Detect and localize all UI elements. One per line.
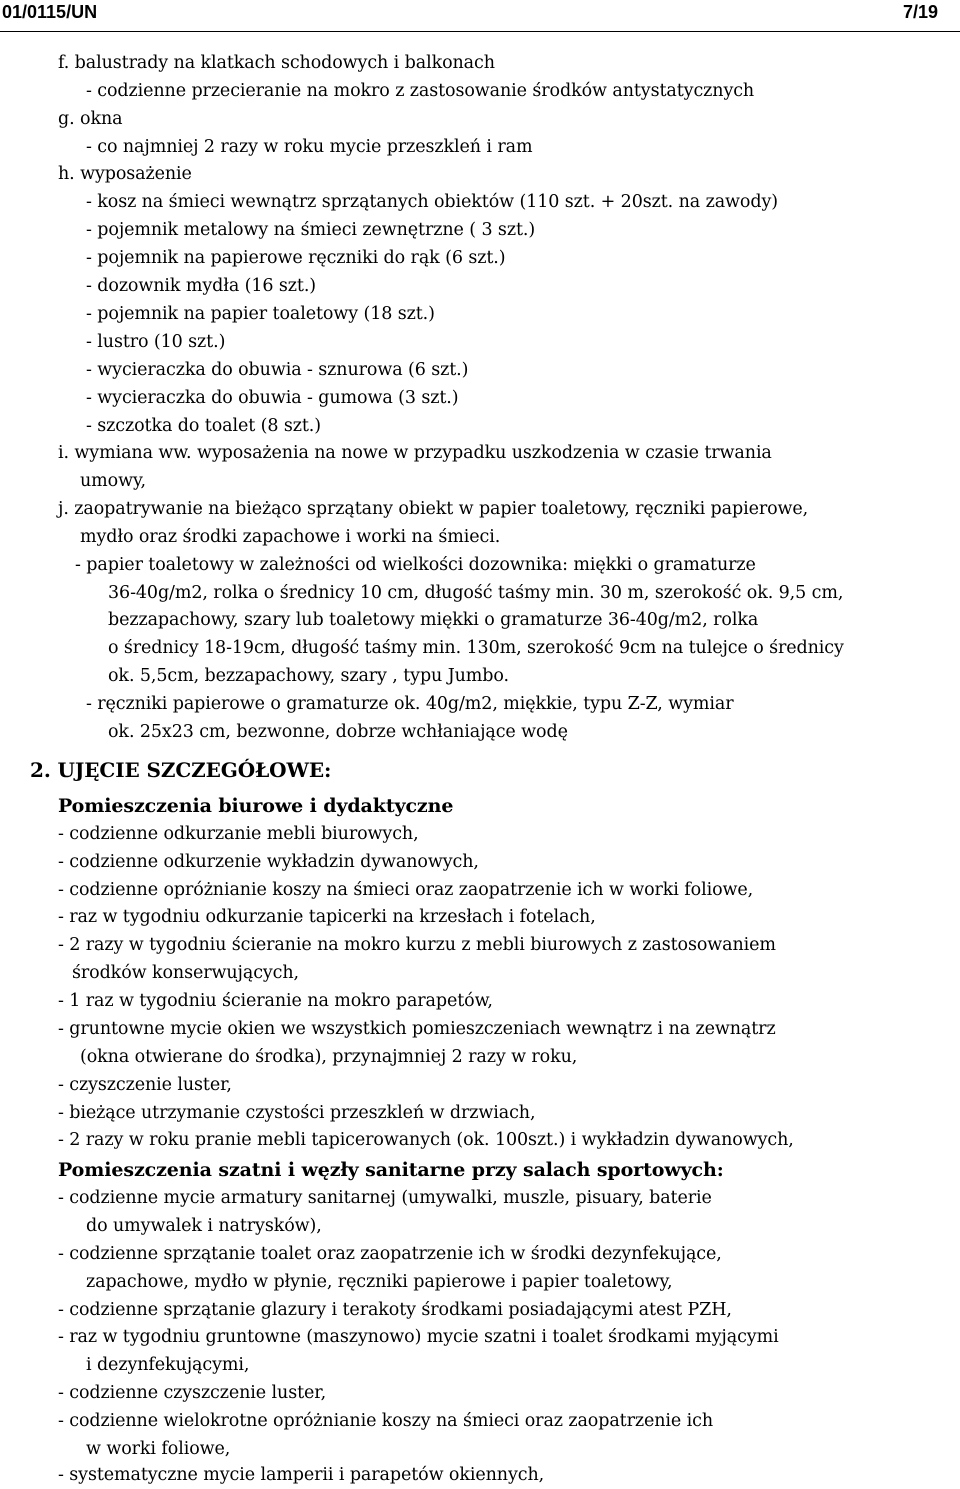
list-item: - kosz na śmieci wewnątrz sprzątanych obiektów (110 szt. + 20szt. na zawody) [86,192,778,212]
list-item: - codzienne mycie armatury sanitarnej (umywalki, muszle, pisuary, baterie [58,1188,712,1208]
header-divider [0,31,960,32]
list-item-cont: zapachowe, mydło w płynie, ręczniki papierowe i papier toaletowy, [86,1272,673,1292]
list-item-cont: i dezynfekującymi, [86,1355,250,1375]
list-item: - bieżące utrzymanie czystości przeszkleń w drzwiach, [58,1103,536,1123]
list-item: - 2 razy w tygodniu ścieranie na mokro kurzu z mebli biurowych z zastosowaniem [58,935,776,955]
towel-spec-line: - ręczniki papierowe o gramaturze ok. 40g/m2, miękkie, typu Z-Z, wymiar [86,694,734,714]
item-i-cont: umowy, [80,471,146,491]
paper-spec-line: bezzapachowy, szary lub toaletowy miękki o gramaturze 36-40g/m2, rolka [108,610,759,630]
item-f-detail: - codzienne przecieranie na mokro z zastosowanie środków antystatycznych [86,81,755,101]
section-heading: 2. UJĘCIE SZCZEGÓŁOWE: [30,758,332,782]
item-h: h. wyposażenie [58,164,192,184]
list-item: - pojemnik na papier toaletowy (18 szt.) [86,304,435,324]
paper-spec-line: o średnicy 18-19cm, długość taśmy min. 130m, szerokość 9cm na tulejce o średnicy [108,638,844,658]
list-item: - dozownik mydła (16 szt.) [86,276,317,296]
page-header [0,2,960,26]
item-f: f. balustrady na klatkach schodowych i balkonach [58,53,495,73]
list-item: - systematyczne mycie lamperii i parapetów okiennych, [58,1465,545,1485]
paper-spec-line: - papier toaletowy w zależności od wielkości dozownika: miękki o gramaturze [75,555,756,575]
subsection-heading: Pomieszczenia szatni i węzły sanitarne przy salach sportowych: [58,1159,724,1181]
list-item: - lustro (10 szt.) [86,332,226,352]
list-item: - wycieraczka do obuwia - sznurowa (6 szt.) [86,360,469,380]
paper-spec-line: ok. 5,5cm, bezzapachowy, szary , typu Jumbo. [108,666,509,686]
item-j: j. zaopatrywanie na bieżąco sprzątany obiekt w papier toaletowy, ręczniki papierowe, [58,499,809,519]
page-number: 7/19 [902,2,938,22]
document-id: 01/0115/UN [2,2,98,22]
item-g: g. okna [58,109,123,129]
item-j-cont: mydło oraz środki zapachowe i worki na śmieci. [80,527,501,547]
list-item: - pojemnik na papierowe ręczniki do rąk (6 szt.) [86,248,506,268]
list-item-cont: w worki foliowe, [86,1439,231,1459]
list-item: - 1 raz w tygodniu ścieranie na mokro parapetów, [58,991,493,1011]
list-item-cont: środków konserwujących, [72,963,300,983]
item-g-detail: - co najmniej 2 razy w roku mycie przeszkleń i ram [86,137,533,157]
list-item: - codzienne wielokrotne opróżnianie koszy na śmieci oraz zaopatrzenie ich [58,1411,714,1431]
list-item: - pojemnik metalowy na śmieci zewnętrzne ( 3 szt.) [86,220,536,240]
list-item-cont: do umywalek i natrysków), [86,1216,322,1236]
item-i: i. wymiana ww. wyposażenia na nowe w przypadku uszkodzenia w czasie trwania [58,443,772,463]
list-item: - szczotka do toalet (8 szt.) [86,416,321,436]
list-item: - codzienne czyszczenie luster, [58,1383,327,1403]
list-item: - codzienne sprzątanie glazury i terakoty środkami posiadającymi atest PZH, [58,1300,732,1320]
list-item: - 2 razy w roku pranie mebli tapicerowanych (ok. 100szt.) i wykładzin dywanowych, [58,1130,794,1150]
list-item-cont: (okna otwierane do środka), przynajmniej 2 razy w roku, [80,1047,578,1067]
list-item: - gruntowne mycie okien we wszystkich pomieszczeniach wewnątrz i na zewnątrz [58,1019,776,1039]
list-item: - wycieraczka do obuwia - gumowa (3 szt.) [86,388,459,408]
paper-spec-line: 36-40g/m2, rolka o średnicy 10 cm, długość taśmy min. 30 m, szerokość ok. 9,5 cm, [108,583,844,603]
subsection-heading: Pomieszczenia biurowe i dydaktyczne [58,795,454,817]
list-item: - raz w tygodniu gruntowne (maszynowo) mycie szatni i toalet środkami myjącymi [58,1327,779,1347]
list-item: - codzienne opróżnianie koszy na śmieci oraz zaopatrzenie ich w worki foliowe, [58,880,754,900]
towel-spec-line: ok. 25x23 cm, bezwonne, dobrze wchłaniające wodę [108,722,568,742]
list-item: - codzienne odkurzenie wykładzin dywanowych, [58,852,479,872]
list-item: - codzienne odkurzanie mebli biurowych, [58,824,419,844]
list-item: - czyszczenie luster, [58,1075,232,1095]
list-item: - raz w tygodniu odkurzanie tapicerki na krzesłach i fotelach, [58,907,596,927]
list-item: - codzienne sprzątanie toalet oraz zaopatrzenie ich w środki dezynfekujące, [58,1244,722,1264]
